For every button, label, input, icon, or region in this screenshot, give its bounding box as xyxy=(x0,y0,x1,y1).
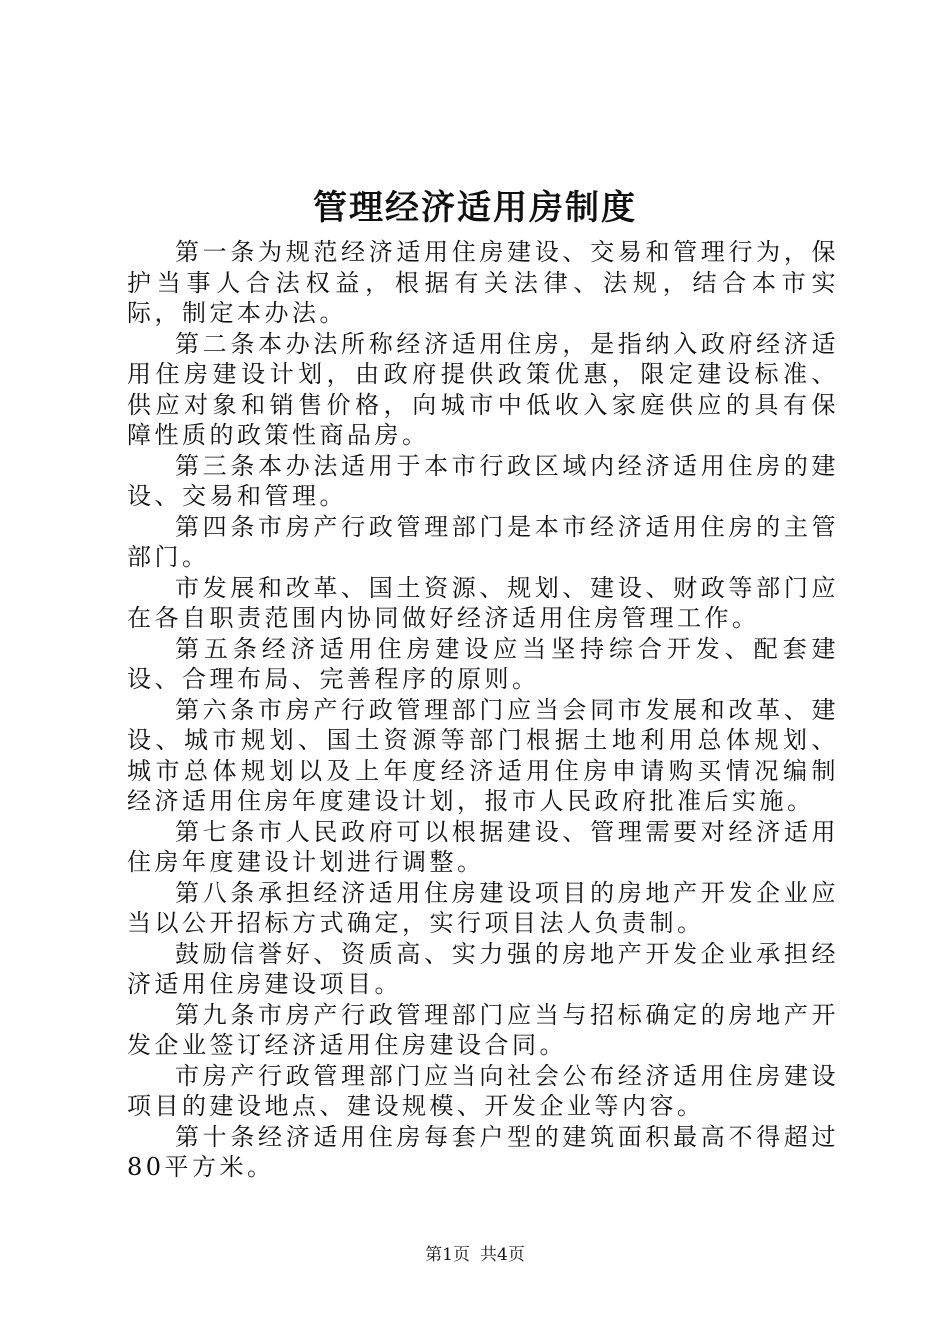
paragraph: 第九条市房产行政管理部门应当与招标确定的房地产开发企业签订经济适用住房建设合同。 xyxy=(127,1000,839,1059)
paragraph: 第三条本办法适用于本市行政区域内经济适用住房的建设、交易和管理。 xyxy=(127,451,839,510)
document-body xyxy=(127,237,839,1183)
paragraph: 鼓励信誉好、资质高、实力强的房地产开发企业承担经济适用住房建设项目。 xyxy=(127,939,839,998)
paragraph: 第六条市房产行政管理部门应当会同市发展和改革、建设、城市规划、国土资源等部门根据土地利用总体规划、城市总体规划以及上年度经济适用住房申请购买情况编制经济适用住房年度建设计划，报市人民政府批准后实施。 xyxy=(127,695,839,815)
page-number: 第1页 xyxy=(425,1245,470,1265)
paragraph: 第八条承担经济适用住房建设项目的房地产开发企业应当以公开招标方式确定，实行项目法人负责制。 xyxy=(127,878,839,937)
paragraph: 第二条本办法所称经济适用住房，是指纳入政府经济适用住房建设计划，由政府提供政策优惠，限定建设标准、供应对象和销售价格，向城市中低收入家庭供应的具有保障性质的政策性商品房。 xyxy=(127,329,839,449)
page-total: 共4页 xyxy=(480,1245,525,1265)
paragraph: 第五条经济适用住房建设应当坚持综合开发、配套建设、合理布局、完善程序的原则。 xyxy=(127,634,839,693)
paragraph: 市发展和改革、国土资源、规划、建设、财政等部门应在各自职责范围内协同做好经济适用住房管理工作。 xyxy=(127,573,839,632)
paragraph: 第七条市人民政府可以根据建设、管理需要对经济适用住房年度建设计划进行调整。 xyxy=(127,817,839,876)
page-title: 管理经济适用房制度 xyxy=(313,188,637,228)
paragraph: 第一条为规范经济适用住房建设、交易和管理行为，保护当事人合法权益，根据有关法律、法规，结合本市实际，制定本办法。 xyxy=(127,238,839,327)
page-footer xyxy=(0,1244,950,1266)
paragraph: 第十条经济适用住房每套户型的建筑面积最高不得超过80平方米。 xyxy=(127,1122,839,1181)
paragraph: 第四条市房产行政管理部门是本市经济适用住房的主管部门。 xyxy=(127,512,839,571)
paragraph: 市房产行政管理部门应当向社会公布经济适用住房建设项目的建设地点、建设规模、开发企业等内容。 xyxy=(127,1061,839,1120)
